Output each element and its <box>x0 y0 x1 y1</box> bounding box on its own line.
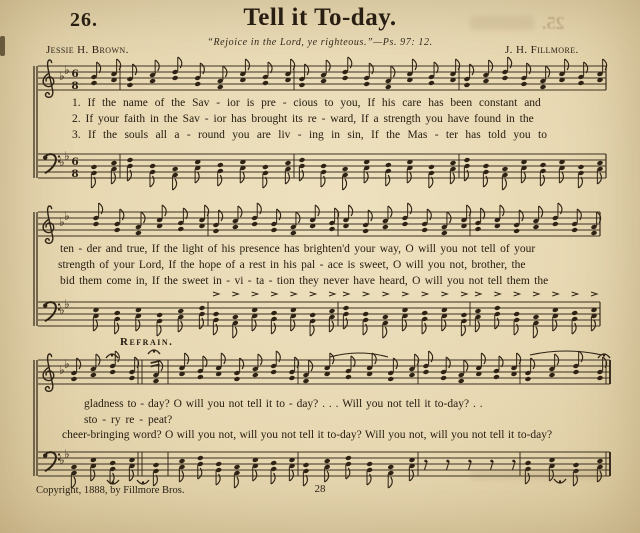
svg-text:8: 8 <box>71 168 79 180</box>
bleed-through-smudge <box>470 16 534 30</box>
svg-text:♭: ♭ <box>59 303 65 317</box>
copyright-notice: Copyright, 1888, by Fillmore Bros. <box>36 485 185 496</box>
svg-text:♭: ♭ <box>64 357 70 371</box>
continuation-line-2: strength of your Lord, If the hope of a rest in his pal - ace is sweet, O will you not, brother, the <box>58 259 526 271</box>
refrain-line-1: gladness to - day? O will you not tell it to - day? . . . Will you not tell it to-day? . . <box>84 398 483 410</box>
svg-text:6: 6 <box>71 68 79 80</box>
svg-text:♭: ♭ <box>59 69 65 83</box>
bleed-through-page-number: 25. <box>542 13 565 33</box>
page-number: 28 <box>314 483 326 495</box>
svg-text:♭: ♭ <box>64 297 70 311</box>
svg-text:♭: ♭ <box>59 453 65 467</box>
bleed-through-smudge <box>470 470 600 480</box>
hymn-title: Tell it To-day. <box>243 4 397 31</box>
continuation-line-3: bid them come in, If the sweet in - vi - ta - tion they never have heard, O will you not tell them the <box>60 275 549 287</box>
svg-text:♭: ♭ <box>59 363 65 377</box>
svg-text:♭: ♭ <box>64 149 70 163</box>
scan-edge-mark <box>0 36 5 56</box>
svg-text:♭: ♭ <box>64 209 70 223</box>
svg-text:6: 6 <box>71 156 79 168</box>
svg-text:♭: ♭ <box>64 447 70 461</box>
refrain-line-2: sto - ry re - peat? <box>84 414 173 426</box>
verse-line-3: 3. If the souls all a - round you are liv - ing in sin, If the Mas - ter has told you to <box>72 129 547 141</box>
svg-text:♭: ♭ <box>59 215 65 229</box>
refrain-line-3: cheer-bringing word? O will you not, will you not tell it to-day? Will you not, will you not tell it to-day? <box>62 429 553 441</box>
continuation-line-1: ten - der and true, If the light of his presence has brighten'd your way, O will you not tell of your <box>60 243 536 255</box>
lyricist-name: Jessie H. Brown. <box>46 44 129 56</box>
composer-name: J. H. Fillmore. <box>505 44 579 56</box>
refrain-label: Refrain. <box>120 336 174 348</box>
verse-line-1: 1. If the name of the Sav - ior is pre - cious to you, If his care has been constant and <box>72 97 541 109</box>
svg-text:♭: ♭ <box>64 63 70 77</box>
scripture-reference: “Rejoice in the Lord, ye righteous.”—Ps. 97: 12. <box>207 37 433 48</box>
svg-text:♭: ♭ <box>59 155 65 169</box>
svg-text:8: 8 <box>71 80 79 92</box>
hymn-number: 26. <box>70 9 98 31</box>
verse-line-2: 2. If your faith in the Sav - ior has brought its re - ward, If a strength you have found in the <box>72 113 534 125</box>
